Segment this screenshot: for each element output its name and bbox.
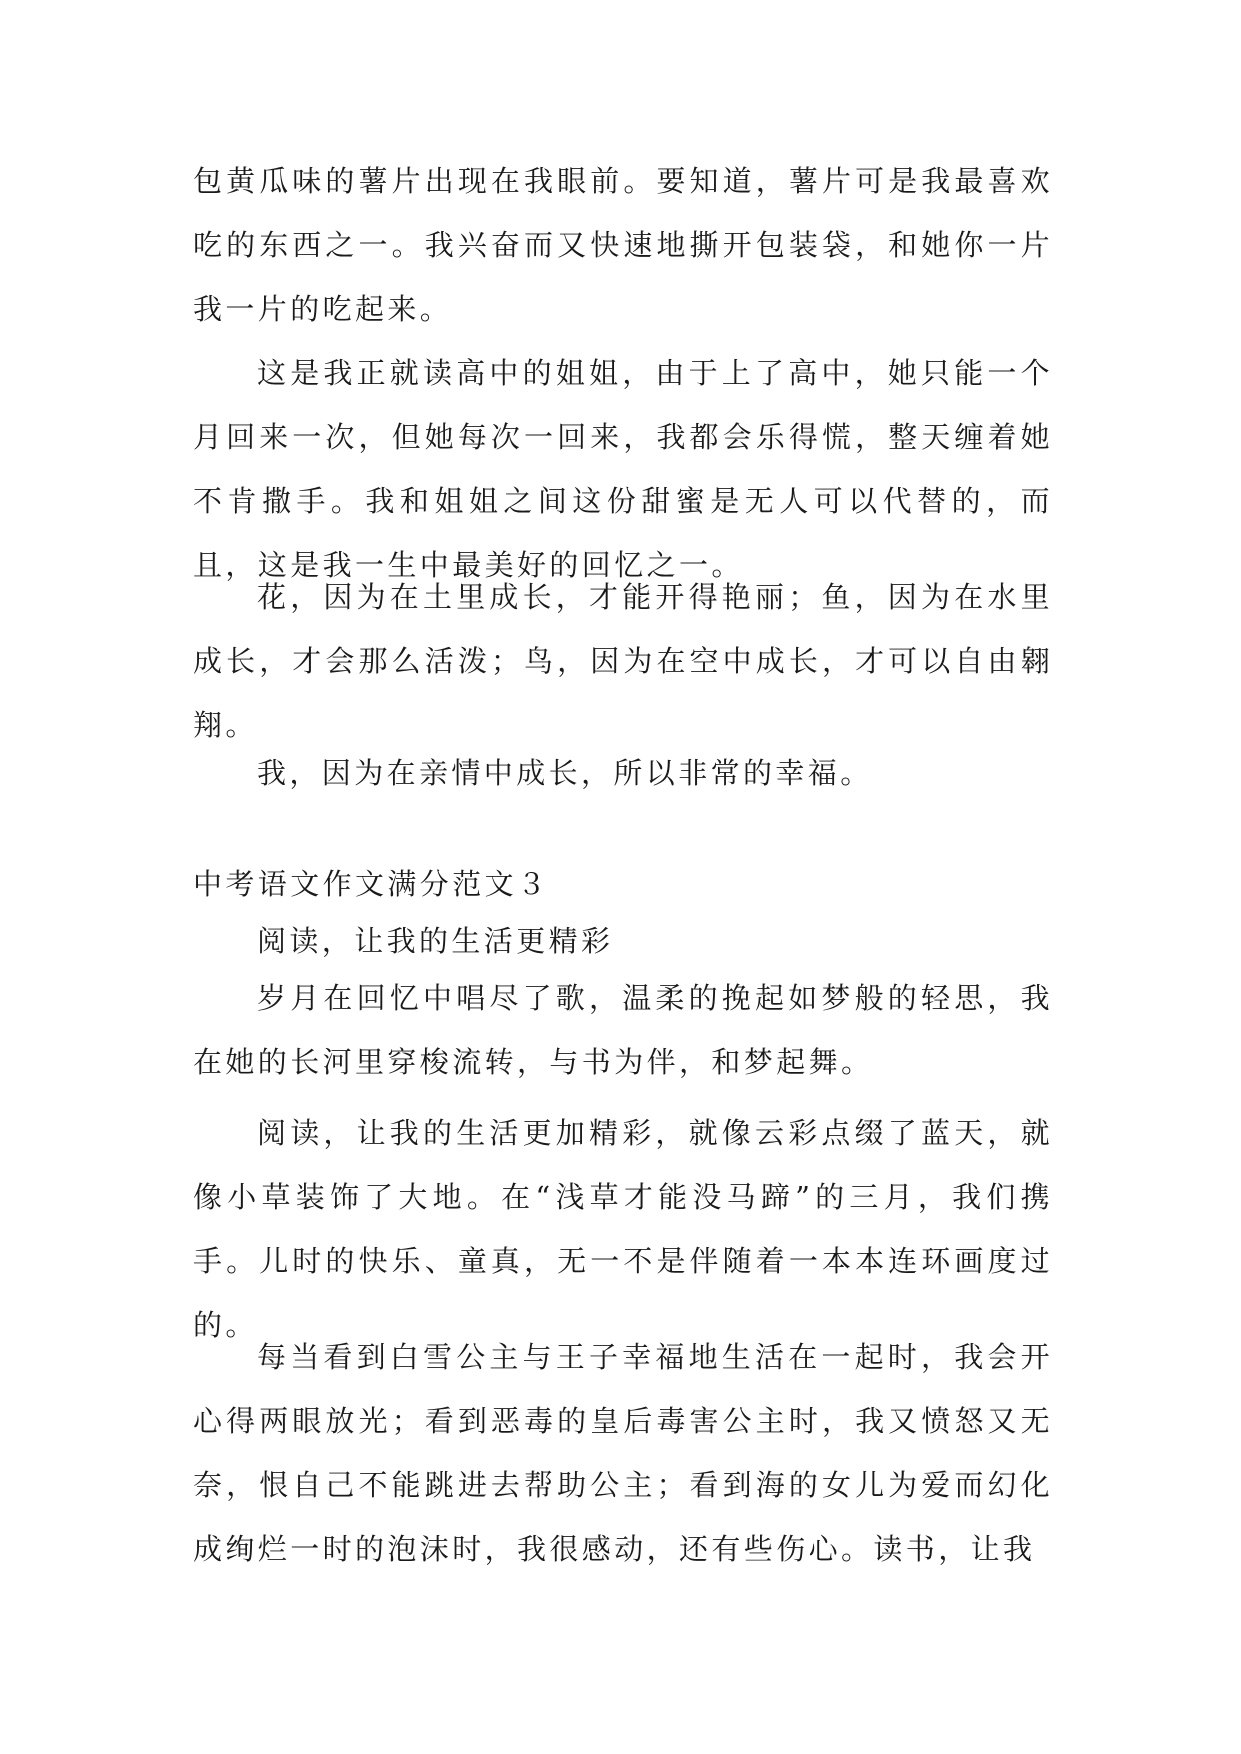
essay-paragraph-3: 每当看到白雪公主与王子幸福地生活在一起时，我会开心得两眼放光；看到恶毒的皇后毒害公主时，我又愤怒又无奈，恨自己不能跳进去帮助公主；看到海的女儿为爱而幻化成绚烂一时的泡沫时，我很感动，还有些伤心。读书，让我 bbox=[193, 1340, 1053, 1566]
paragraph-growth-metaphor: 花，因为在土里成长，才能开得艳丽；鱼，因为在水里成长，才会那么活泼；鸟，因为在空中成长，才可以自由翱翔。 bbox=[193, 580, 1053, 742]
paragraph-continued: 包黄瓜味的薯片出现在我眼前。要知道，薯片可是我最喜欢吃的东西之一。我兴奋而又快速地撕开包装袋，和她你一片我一片的吃起来。 bbox=[193, 164, 1053, 326]
essay-paragraph-2: 阅读，让我的生活更加精彩，就像云彩点缀了蓝天，就像小草装饰了大地。在“浅草才能没马蹄”的三月，我们携手。儿时的快乐、童真，无一不是伴随着一本本连环画度过的。 bbox=[193, 1116, 1053, 1342]
section-title: 中考语文作文满分范文３ bbox=[193, 867, 550, 901]
paragraph-conclusion: 我，因为在亲情中成长，所以非常的幸福。 bbox=[257, 756, 873, 790]
paragraph-sister: 这是我正就读高中的姐姐，由于上了高中，她只能一个月回来一次，但她每次一回来，我都会乐得慌，整天缠着她不肯撒手。我和姐姐之间这份甜蜜是无人可以代替的，而且，这是我一生中最美好的回忆之一。 bbox=[193, 356, 1053, 582]
essay-paragraph-1: 岁月在回忆中唱尽了歌，温柔的挽起如梦般的轻思，我在她的长河里穿梭流转，与书为伴，和梦起舞。 bbox=[193, 981, 1053, 1079]
essay-title: 阅读，让我的生活更精彩 bbox=[257, 924, 614, 958]
